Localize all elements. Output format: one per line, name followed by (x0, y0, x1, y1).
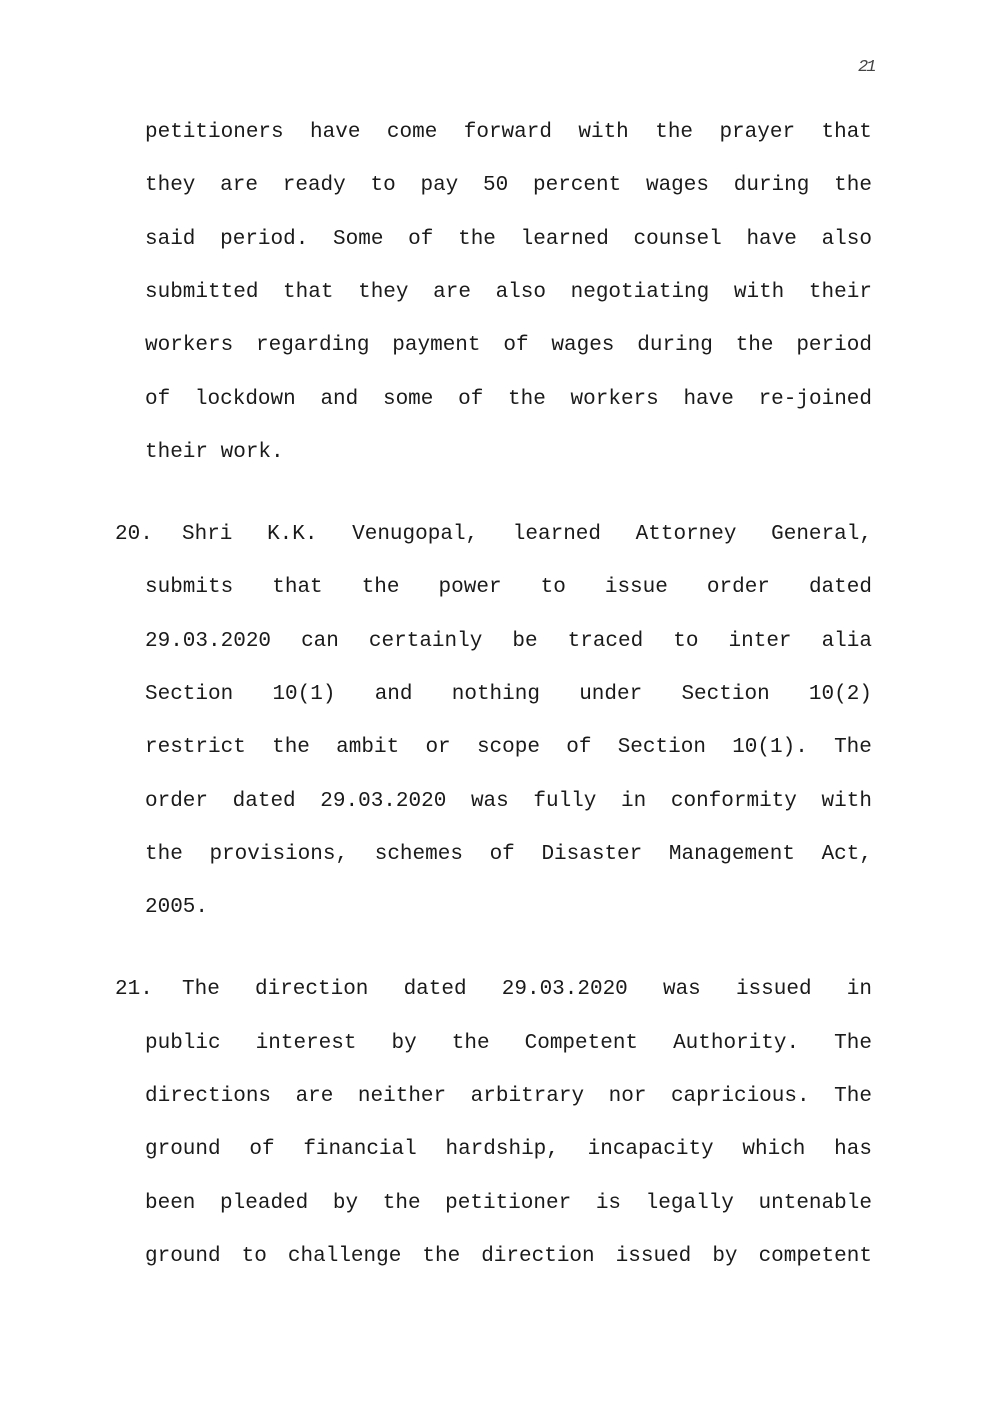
text-line: directions are neither arbitrary nor capricious. The (145, 1085, 872, 1108)
text-line: submitted that they are also negotiating with their (145, 281, 872, 304)
text-line: petitioners have come forward with the prayer that (145, 121, 872, 144)
text-line: submits that the power to issue order dated (145, 576, 872, 599)
text-line: said period. Some of the learned counsel have also (145, 228, 872, 251)
text-line: 29.03.2020 can certainly be traced to inter alia (145, 630, 872, 653)
text-line: they are ready to pay 50 percent wages during the (145, 174, 872, 197)
text-line: Shri K.K. Venugopal, learned Attorney General, (182, 523, 872, 546)
text-line: restrict the ambit or scope of Section 10(1). The (145, 736, 872, 759)
text-line: Section 10(1) and nothing under Section 10(2) (145, 683, 872, 706)
paragraph-number: 20. (115, 523, 153, 546)
text-line: The direction dated 29.03.2020 was issued in (182, 978, 872, 1001)
text-line: public interest by the Competent Authority. The (145, 1032, 872, 1055)
text-line: of lockdown and some of the workers have re-joined (145, 388, 872, 411)
text-line: 2005. (145, 896, 209, 919)
text-line: ground of financial hardship, incapacity which has (145, 1138, 872, 1161)
text-line: ground to challenge the direction issued by competent (145, 1245, 872, 1268)
text-line: workers regarding payment of wages during the period (145, 334, 872, 357)
text-line: been pleaded by the petitioner is legally untenable (145, 1192, 872, 1215)
paragraph-number: 21. (115, 978, 153, 1001)
text-line: their work. (145, 441, 284, 464)
text-line: order dated 29.03.2020 was fully in conformity with (145, 790, 872, 813)
page-number: 21 (858, 58, 875, 77)
text-line: the provisions, schemes of Disaster Management Act, (145, 843, 872, 866)
